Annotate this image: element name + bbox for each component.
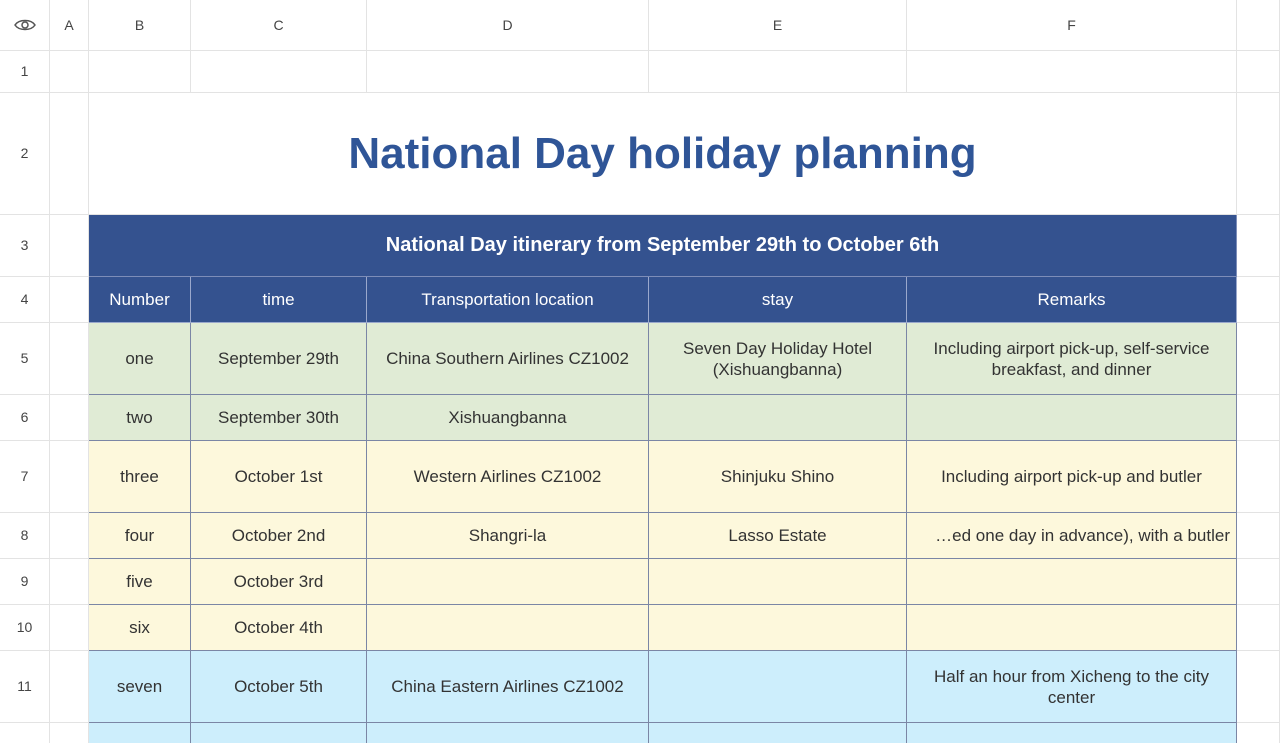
row-header-2[interactable]: 2	[0, 93, 50, 215]
itinerary-cell[interactable]: October 2nd	[191, 513, 367, 559]
cell-a[interactable]	[50, 513, 89, 559]
table-header-transportation-location[interactable]: Transportation location	[367, 277, 649, 323]
itinerary-cell[interactable]	[367, 559, 649, 605]
cell-a[interactable]	[50, 277, 89, 323]
itinerary-cell[interactable]: October 3rd	[191, 559, 367, 605]
row-header-6[interactable]: 6	[0, 395, 50, 441]
row-header-partial	[0, 723, 50, 743]
itinerary-cell[interactable]: Half an hour from Xicheng to the city center	[907, 651, 1237, 723]
cell-empty[interactable]	[367, 51, 649, 93]
cell-a[interactable]	[50, 559, 89, 605]
itinerary-cell[interactable]: China Eastern Airlines CZ1002	[367, 651, 649, 723]
cell-extra[interactable]	[1237, 559, 1280, 605]
cell-a[interactable]	[50, 51, 89, 93]
row-header-1[interactable]: 1	[0, 51, 50, 93]
itinerary-cell[interactable]	[649, 651, 907, 723]
itinerary-cell[interactable]	[649, 559, 907, 605]
cell-a[interactable]	[50, 723, 89, 743]
itinerary-cell[interactable]: six	[89, 605, 191, 651]
itinerary-cell[interactable]	[191, 723, 367, 743]
itinerary-banner[interactable]: National Day itinerary from September 29th to October 6th	[89, 215, 1237, 277]
itinerary-cell[interactable]: September 30th	[191, 395, 367, 441]
table-header-number[interactable]: Number	[89, 277, 191, 323]
itinerary-cell[interactable]	[907, 605, 1237, 651]
itinerary-cell[interactable]: seven	[89, 651, 191, 723]
cell-a[interactable]	[50, 93, 89, 215]
cell-extra[interactable]	[1237, 441, 1280, 513]
sheet-title[interactable]: National Day holiday planning	[89, 93, 1237, 215]
itinerary-cell[interactable]: Including airport pick-up and butler	[907, 441, 1237, 513]
column-header-d[interactable]: D	[367, 0, 649, 51]
cell-extra[interactable]	[1237, 513, 1280, 559]
itinerary-cell[interactable]	[649, 395, 907, 441]
column-header-a[interactable]: A	[50, 0, 89, 51]
itinerary-cell[interactable]: …ed one day in advance), with a butler	[907, 513, 1237, 559]
table-header-stay[interactable]: stay	[649, 277, 907, 323]
itinerary-cell[interactable]: October 5th	[191, 651, 367, 723]
itinerary-cell[interactable]: October 4th	[191, 605, 367, 651]
select-all-corner[interactable]	[0, 0, 50, 51]
cell-extra[interactable]	[1237, 93, 1280, 215]
cell-extra[interactable]	[1237, 605, 1280, 651]
table-header-time[interactable]: time	[191, 277, 367, 323]
column-header-e[interactable]: E	[649, 0, 907, 51]
column-header-b[interactable]: B	[89, 0, 191, 51]
itinerary-cell[interactable]: Xishuangbanna	[367, 395, 649, 441]
row-header-10[interactable]: 10	[0, 605, 50, 651]
cell-a[interactable]	[50, 323, 89, 395]
itinerary-cell[interactable]: Lasso Estate	[649, 513, 907, 559]
itinerary-cell[interactable]: September 29th	[191, 323, 367, 395]
itinerary-cell[interactable]: Seven Day Holiday Hotel (Xishuangbanna)	[649, 323, 907, 395]
itinerary-cell[interactable]	[89, 723, 191, 743]
cell-empty[interactable]	[649, 51, 907, 93]
itinerary-cell[interactable]	[907, 723, 1237, 743]
cell-empty[interactable]	[907, 51, 1237, 93]
cell-extra[interactable]	[1237, 277, 1280, 323]
cell-a[interactable]	[50, 215, 89, 277]
column-header-empty	[1237, 0, 1280, 51]
itinerary-cell[interactable]: one	[89, 323, 191, 395]
cell-extra[interactable]	[1237, 215, 1280, 277]
cell-empty[interactable]	[89, 51, 191, 93]
cell-a[interactable]	[50, 395, 89, 441]
itinerary-cell[interactable]: four	[89, 513, 191, 559]
cell-extra[interactable]	[1237, 651, 1280, 723]
cell-a[interactable]	[50, 605, 89, 651]
table-header-remarks[interactable]: Remarks	[907, 277, 1237, 323]
row-header-11[interactable]: 11	[0, 651, 50, 723]
itinerary-cell[interactable]: two	[89, 395, 191, 441]
cell-a[interactable]	[50, 651, 89, 723]
row-header-7[interactable]: 7	[0, 441, 50, 513]
cell-empty[interactable]	[191, 51, 367, 93]
row-header-8[interactable]: 8	[0, 513, 50, 559]
itinerary-cell[interactable]: Shinjuku Shino	[649, 441, 907, 513]
row-header-9[interactable]: 9	[0, 559, 50, 605]
itinerary-cell[interactable]: Western Airlines CZ1002	[367, 441, 649, 513]
row-header-5[interactable]: 5	[0, 323, 50, 395]
itinerary-cell[interactable]	[907, 395, 1237, 441]
column-header-f[interactable]: F	[907, 0, 1237, 51]
column-header-c[interactable]: C	[191, 0, 367, 51]
row-header-3[interactable]: 3	[0, 215, 50, 277]
itinerary-cell[interactable]: three	[89, 441, 191, 513]
cell-extra[interactable]	[1237, 51, 1280, 93]
eye-icon[interactable]	[14, 18, 36, 32]
row-header-4[interactable]: 4	[0, 277, 50, 323]
cell-extra[interactable]	[1237, 323, 1280, 395]
itinerary-cell[interactable]	[907, 559, 1237, 605]
itinerary-cell[interactable]: five	[89, 559, 191, 605]
itinerary-cell[interactable]: Including airport pick-up, self-service breakfast, and dinner	[907, 323, 1237, 395]
itinerary-cell[interactable]	[367, 723, 649, 743]
itinerary-cell[interactable]: Shangri-la	[367, 513, 649, 559]
itinerary-cell[interactable]	[367, 605, 649, 651]
cell-extra[interactable]	[1237, 395, 1280, 441]
itinerary-cell[interactable]: China Southern Airlines CZ1002	[367, 323, 649, 395]
cell-a[interactable]	[50, 441, 89, 513]
cell-extra[interactable]	[1237, 723, 1280, 743]
itinerary-cell[interactable]	[649, 605, 907, 651]
itinerary-cell[interactable]: October 1st	[191, 441, 367, 513]
itinerary-cell[interactable]	[649, 723, 907, 743]
